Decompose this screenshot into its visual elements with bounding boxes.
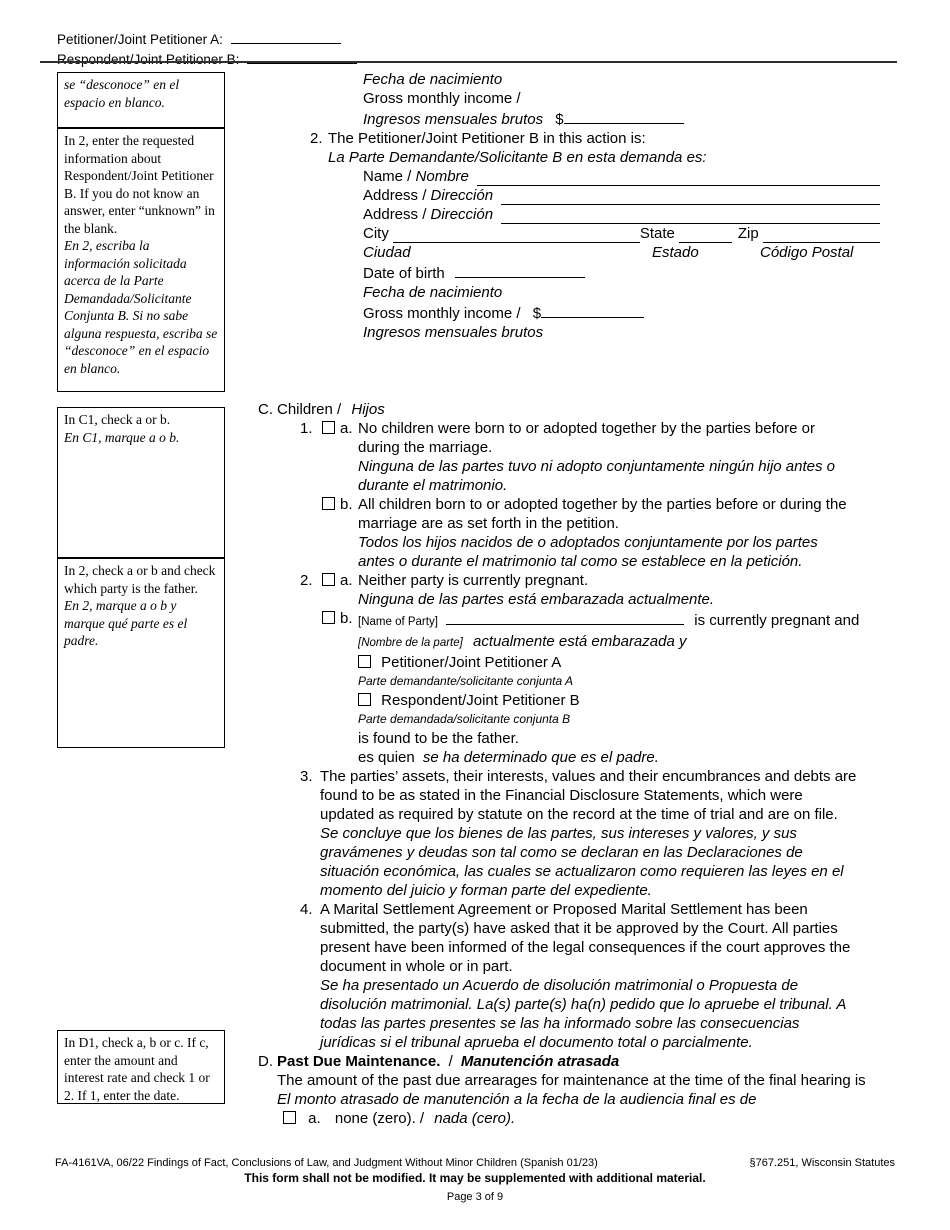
checkbox-c2b[interactable] [322, 611, 335, 624]
footer-notice [0, 1171, 950, 1185]
name-field-line [258, 167, 880, 186]
label-es: Dirección [430, 187, 494, 204]
item-number: 3. [300, 768, 313, 785]
paragraph-text-es: todas las partes presentes se las ha informado sobre las consecuencias [320, 1015, 800, 1032]
city-blank[interactable] [393, 227, 640, 243]
zip-label: Zip [737, 225, 759, 242]
label: Fecha de nacimiento [363, 71, 503, 88]
city-state-zip-es-line [258, 243, 918, 262]
party-b-intro [258, 129, 918, 148]
paragraph-text-es: gravámenes y deudas son tal como se declaran en las Declaraciones de [320, 844, 803, 861]
c4-line-es [258, 995, 918, 1014]
zip-blank[interactable] [763, 227, 880, 243]
dob-es-line [258, 283, 918, 302]
intro-es: La Parte Demandante/Solicitante B en esta demanda es: [328, 149, 707, 166]
c3-line [258, 805, 918, 824]
income-label-es: Ingresos mensuales brutos [363, 324, 544, 341]
option-text-es: Todos los hijos nacidos de o adoptados conjuntamente por los partes [358, 534, 818, 551]
option-text-es: antes o durante el matrimonio tal como se establece en la petición. [358, 553, 803, 570]
address1-blank[interactable] [501, 189, 880, 205]
d-body-en: The amount of the past due arrearages for maintenance at the time of the final hearing is [277, 1072, 866, 1089]
party-a-income-es [258, 108, 918, 129]
party-a-income-blank[interactable] [564, 108, 684, 124]
state-label-es: Estado [652, 244, 699, 261]
c1b-line-es [258, 552, 918, 571]
dollar-sign: $ [532, 305, 542, 322]
father-finding-line [258, 729, 918, 748]
option-letter: a. [340, 572, 353, 589]
income-label: Gross monthly income / [363, 305, 521, 322]
option-text: none (zero). / [334, 1110, 425, 1127]
address-label [363, 186, 493, 205]
father-respondent-line-es [258, 710, 918, 729]
name-blank[interactable] [477, 170, 880, 186]
option-letter: b. [340, 496, 353, 513]
c2a-line [258, 571, 918, 590]
margin-note-d1 [57, 1030, 225, 1104]
item-number: 1. [300, 420, 313, 437]
option-text-es: durante el matrimonio. [358, 477, 508, 494]
dob-blank[interactable] [455, 262, 585, 278]
c4-line-es [258, 976, 918, 995]
option-text-es: nada (cero). [434, 1110, 516, 1127]
father-petitioner-line [258, 653, 918, 672]
c2b-line-es [258, 632, 918, 653]
intro-en: The Petitioner/Joint Petitioner B in this action is: [328, 130, 646, 147]
paragraph-text: submitted, the party(s) have asked that it be approved by the Court. All parties [320, 920, 838, 937]
city-state-zip-line [258, 224, 880, 243]
item-number: 4. [300, 901, 313, 918]
father-respondent-line [258, 691, 918, 710]
paragraph-text: updated as required by statute on the record at the time of trial and are on file. [320, 806, 838, 823]
label-en: Name / [363, 168, 412, 185]
respondent-b-label: Respondent/Joint Petitioner B: [57, 51, 240, 67]
paragraph-text-es: situación económica, las cuales se actualizaron como requieren las leyes en el [320, 863, 844, 880]
page-number: Page 3 of 9 [446, 1191, 504, 1203]
respondent-b-option-es: Parte demandada/solicitante conjunta B [358, 712, 571, 726]
pregnant-party-name-blank[interactable] [446, 609, 684, 625]
c4-line [258, 919, 918, 938]
paragraph-text: document in whole or in part. [320, 958, 513, 975]
option-text: Neither party is currently pregnant. [358, 572, 589, 589]
address1-field-line [258, 186, 880, 205]
d1a-line [258, 1109, 918, 1128]
footer-line1 [55, 1157, 895, 1170]
d-body-line-es [258, 1090, 918, 1109]
form-id: FA-4161VA, 06/22 Findings of Fact, Conclusions of Law, and Judgment Without Minor Children (Spanish 01/23) [55, 1157, 598, 1169]
margin-note-item2 [57, 128, 225, 392]
label-es: Dirección [430, 206, 494, 223]
name-label [363, 167, 469, 186]
notice-text: This form shall not be modified. It may be supplemented with additional material. [244, 1171, 706, 1185]
option-text-es: Ninguna de las partes tuvo ni adopto conjuntamente ningún hijo antes o [358, 458, 836, 475]
income-es-line [258, 323, 918, 342]
note-text-en: In D1, check a, b or c. If c, enter the amount and interest rate and check 1 or 2. If 1, enter the date. [64, 1035, 210, 1103]
margin-note-c2 [57, 558, 225, 748]
section-title-en: Children / [277, 401, 342, 418]
option-text: No children were born to or adopted together by the parties before or [358, 420, 815, 437]
option-text-es: actualmente está embarazada y [473, 633, 687, 650]
c1b-line [258, 495, 918, 514]
respondent-b-line [57, 48, 357, 68]
c2a-line-es [258, 590, 918, 609]
checkbox-c1a[interactable] [322, 421, 335, 434]
note-text-es: se “desconoce” en el espacio en blanco. [64, 77, 180, 110]
c4-line-es [258, 1033, 918, 1052]
c1a-line [258, 438, 918, 457]
d-body-es: El monto atrasado de manutención a la fecha de la audiencia final es de [277, 1091, 757, 1108]
margin-note-continuation [57, 72, 225, 128]
c3-line-es [258, 843, 918, 862]
paragraph-text: present have been informed of the legal consequences if the court approves the [320, 939, 851, 956]
party-b-income-blank[interactable] [541, 302, 644, 318]
option-letter: a. [308, 1110, 321, 1127]
option-letter: a. [340, 420, 353, 437]
label: Gross monthly income / [363, 90, 521, 107]
name-of-party-bracket-es: [Nombre de la parte] [358, 637, 463, 649]
option-text: is currently pregnant and [694, 612, 860, 629]
note-text-es: En 2, escriba la información solicitada acerca de la Parte Demandada/Solicitante Conjunta B. Si no sabe alguna respuesta, escriba se “desconoce” en el espacio en blanco. [64, 238, 218, 376]
petitioner-a-option-es: Parte demandante/solicitante conjunta A [358, 674, 574, 688]
c2b-line [258, 609, 918, 632]
note-text-es: En C1, marque a o b. [64, 429, 180, 445]
father-finding-line-es [258, 748, 918, 767]
c3-line-es [258, 824, 918, 843]
paragraph-text: The parties’ assets, their interests, values and their encumbrances and debts are [320, 768, 857, 785]
father-finding-en: is found to be the father. [358, 730, 519, 747]
c1a-line-es [258, 457, 918, 476]
checkbox-d1a[interactable] [283, 1111, 296, 1124]
c1a-line [258, 419, 918, 438]
label: Ingresos mensuales brutos [363, 111, 544, 128]
section-letter: C. [258, 401, 273, 418]
option-text: marriage are as set forth in the petition. [358, 515, 619, 532]
label-es: Nombre [415, 168, 469, 185]
c4-line [258, 900, 918, 919]
paragraph-text-es: disolución matrimonial. La(s) parte(s) ha(n) pedido que lo apruebe el tribunal. A [320, 996, 847, 1013]
note-text-en: In 2, check a or b and check which party is the father. [64, 563, 216, 596]
paragraph-text-es: jurídicas si el tribunal aprueba el documento total o parcialmente. [320, 1034, 753, 1051]
paragraph-text-es: Se ha presentado un Acuerdo de disolución matrimonial o Propuesta de [320, 977, 799, 994]
section-title-en: Past Due Maintenance. [277, 1053, 441, 1070]
address-label [363, 205, 493, 224]
c1a-line-es [258, 476, 918, 495]
section-title-es: Manutención atrasada [460, 1053, 620, 1070]
section-c-heading [258, 400, 918, 419]
state-blank[interactable] [679, 227, 732, 243]
c4-line [258, 957, 918, 976]
option-text-es: Ninguna de las partes está embarazada actualmente. [358, 591, 715, 608]
section-d-heading [258, 1052, 918, 1071]
c4-line-es [258, 1014, 918, 1033]
address2-field-line [258, 205, 880, 224]
margin-note-c1 [57, 407, 225, 558]
zip-label-es: Código Postal [760, 244, 854, 261]
c3-line [258, 767, 918, 786]
paragraph-text: found to be as stated in the Financial Disclosure Statements, which were [320, 787, 803, 804]
option-text: All children born to or adopted together by the parties before or during the [358, 496, 847, 513]
paragraph-text-es: momento del juicio y forman parte del expediente. [320, 882, 652, 899]
statute-reference: §767.251, Wisconsin Statutes [749, 1157, 895, 1169]
checkbox-father-petitioner-a[interactable] [358, 655, 371, 668]
petitioner-a-line [57, 28, 357, 48]
party-a-dob-es [258, 70, 918, 89]
c4-line [258, 938, 918, 957]
dob-field-line [258, 262, 918, 283]
item-number: 2. [310, 130, 323, 147]
title-slash: / [448, 1053, 453, 1070]
label-en: Address / [363, 187, 427, 204]
income-field-line [258, 302, 918, 323]
note-text-en: In C1, check a or b. [64, 412, 171, 427]
c3-line [258, 786, 918, 805]
state-label: State [639, 225, 675, 242]
c3-line-es [258, 881, 918, 900]
petitioner-a-blank[interactable] [231, 28, 341, 44]
checkbox-c1b[interactable] [322, 497, 335, 510]
note-text-es: En 2, marque a o b y marque qué parte es el padre. [64, 598, 188, 648]
city-label-es: Ciudad [363, 244, 411, 261]
dob-label-es: Fecha de nacimiento [363, 284, 503, 301]
paragraph-text-es: Se concluye que los bienes de las partes, sus intereses y valores, y sus [320, 825, 797, 842]
option-letter: b. [340, 610, 353, 627]
label-en: Address / [363, 206, 427, 223]
petitioner-a-label: Petitioner/Joint Petitioner A: [57, 32, 223, 47]
dob-label: Date of birth [363, 265, 445, 282]
note-text-en: In 2, enter the requested information about Respondent/Joint Petitioner B. If you do not know an answer, enter “unknown” in the blank. [64, 133, 215, 236]
section-letter: D. [258, 1053, 273, 1070]
address2-blank[interactable] [501, 208, 880, 224]
petitioner-a-option: Petitioner/Joint Petitioner A [381, 654, 562, 671]
form-body [258, 70, 918, 1128]
dollar-sign: $ [555, 111, 564, 128]
item-number: 2. [300, 572, 313, 589]
name-of-party-bracket: [Name of Party] [358, 616, 438, 628]
party-b-intro-es [258, 148, 918, 167]
checkbox-c2a[interactable] [322, 573, 335, 586]
father-finding-es: se ha determinado que es el padre. [422, 749, 659, 766]
section-title-es: Hijos [351, 401, 385, 418]
d-body-line [258, 1071, 918, 1090]
party-a-income-en [258, 89, 918, 108]
father-petitioner-line-es [258, 672, 918, 691]
footer-page-number [0, 1191, 950, 1204]
respondent-b-option: Respondent/Joint Petitioner B [381, 692, 580, 709]
c1b-line-es [258, 533, 918, 552]
c1b-line [258, 514, 918, 533]
c3-line-es [258, 862, 918, 881]
option-text: during the marriage. [358, 439, 493, 456]
paragraph-text: A Marital Settlement Agreement or Proposed Marital Settlement has been [320, 901, 808, 918]
checkbox-father-respondent-b[interactable] [358, 693, 371, 706]
header-divider [40, 61, 897, 63]
father-finding-es-lead: es quien [358, 749, 415, 766]
city-label: City [363, 225, 389, 242]
